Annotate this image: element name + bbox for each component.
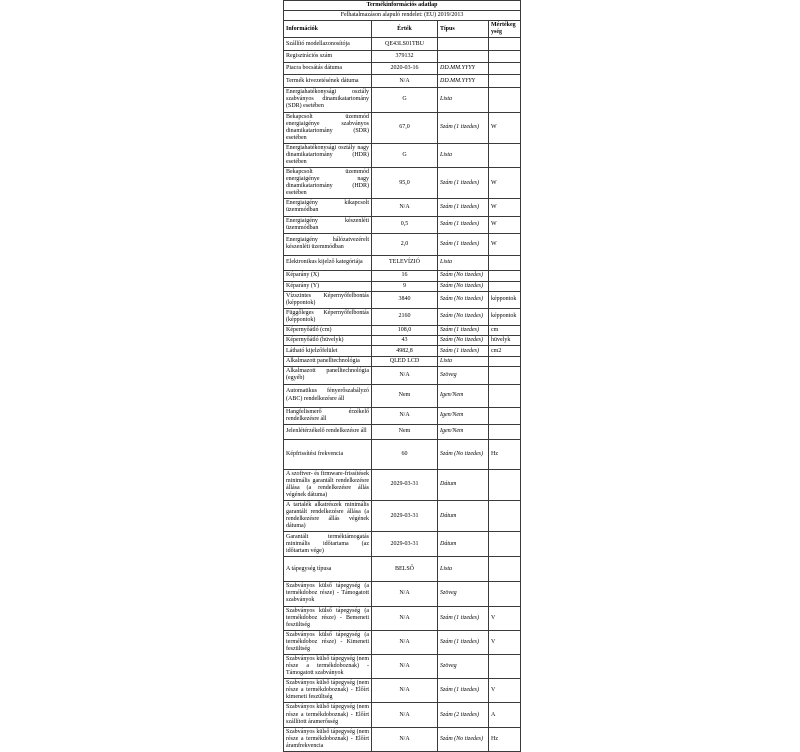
info-label-cell: Látható kijelzőfelület [284,346,372,357]
info-label-cell: Képernyőátló (cm) [284,326,372,336]
value-cell: 9 [372,281,438,291]
value-cell: N/A [372,630,438,654]
value-cell: N/A [372,75,438,88]
info-label-cell: Szabványos külső tápegység (nem része a termékdoboznak) - Előírt kimeneti feszültség [284,679,372,703]
info-label-cell: Szállító modellazonosítója [284,38,372,51]
table-row [284,216,521,233]
unit-cell: W [489,216,521,233]
type-cell: Szöveg [438,367,489,384]
unit-cell: V [489,679,521,703]
unit-cell [489,143,521,167]
value-cell: 2,0 [372,233,438,255]
unit-cell [489,255,521,270]
value-cell: 95,0 [372,168,438,199]
value-cell: 4982,8 [372,346,438,357]
table-row [284,51,521,63]
type-cell: Szám (No tizedes) [438,270,489,281]
type-cell: Szám (No tizedes) [438,308,489,325]
value-cell: QE43LS01TBU [372,38,438,51]
unit-cell: W [489,233,521,255]
value-cell: N/A [372,654,438,678]
regulation-subtitle: Felhatalmazáson alapuló rendelet: (EU) 2019/2013 [284,11,521,21]
table-row [284,500,521,531]
unit-cell: képpontok [489,308,521,325]
table-row [284,112,521,143]
unit-cell [489,384,521,407]
table-row [284,582,521,606]
table-row [284,326,521,336]
type-cell: Lista [438,143,489,167]
info-label-cell: Garantált terméktámogatás minimális időtartama (az időtartam vége) [284,532,372,557]
type-cell: Szám (1 tizedes) [438,679,489,703]
table-row [284,75,521,88]
info-label-cell: Függőleges Képernyőfelbontás (képpontok) [284,308,372,325]
type-cell: Igen/Nem [438,384,489,407]
info-label-cell: Jelenlétérzékelő rendelkezésre áll [284,424,372,439]
type-cell: DD.MM.YYYY [438,75,489,88]
info-label-cell: Szabványos külső tápegység (nem része a termékdoboznak) - Előírt szállított áramerősség [284,703,372,727]
table-row [284,367,521,384]
table-row [284,606,521,630]
type-cell: Lista [438,557,489,582]
value-cell: 3840 [372,291,438,308]
type-cell: Szám (No tizedes) [438,281,489,291]
unit-cell [489,51,521,63]
type-cell: Igen/Nem [438,424,489,439]
info-label-cell: Alkalmazott panelltechnológia [284,357,372,367]
info-label-cell: Termék kivezetésének dátuma [284,75,372,88]
info-label-cell: Hangfelismerő érzékelő rendelkezésre áll [284,407,372,424]
unit-cell [489,367,521,384]
unit-cell: Hz [489,439,521,469]
info-label-cell: Energiahatékonysági osztály nagy dinamikatartomány (HDR) esetében [284,143,372,167]
table-row [284,424,521,439]
unit-cell: cm2 [489,346,521,357]
unit-cell: W [489,112,521,143]
column-header-row [284,21,521,38]
unit-cell [489,557,521,582]
table-row [284,532,521,557]
info-label-cell: Képfrissítési frekvencia [284,439,372,469]
unit-cell [489,407,521,424]
info-label-cell: Szabványos külső tápegység (nem része a termékdoboznak) - Támogatott szabványok [284,654,372,678]
info-label-cell: Automatikus fényerőszabályzó (ABC) rendelkezésre áll [284,384,372,407]
unit-cell [489,88,521,112]
value-cell: G [372,143,438,167]
unit-cell: V [489,606,521,630]
info-label-cell: Elektronikus kijelző kategóriája [284,255,372,270]
table-row [284,308,521,325]
table-row [284,233,521,255]
value-cell: 2160 [372,308,438,325]
info-label-cell: Bekapcsolt üzemmód energiaigénye szabványos dinamikatartomány (SDR) esetében [284,112,372,143]
table-row [284,38,521,51]
type-cell: Szám (1 tizedes) [438,233,489,255]
unit-cell: V [489,630,521,654]
value-cell: N/A [372,199,438,216]
unit-cell: cm [489,326,521,336]
info-label-cell: Bekapcsolt üzemmód energiaigénye nagy dinamikatartomány (HDR) esetében [284,168,372,199]
type-cell: Szám (1 tizedes) [438,216,489,233]
type-cell [438,51,489,63]
info-label-cell: Regisztrációs szám [284,51,372,63]
info-label-cell: A szoftver- és firmware-frissítések minimális garantált rendelkezésre állása (a rendelkezésre állás végének dátuma) [284,469,372,500]
info-label-cell: Képarány (X) [284,270,372,281]
table-body [284,38,521,752]
type-cell: Dátum [438,532,489,557]
value-cell: 2029-03-31 [372,532,438,557]
table-row [284,255,521,270]
value-cell: Nem [372,384,438,407]
table-row [284,63,521,75]
value-cell: Nem [372,424,438,439]
type-cell: Szám (1 tizedes) [438,630,489,654]
unit-cell: képpontok [489,291,521,308]
info-label-cell: Energiaigény készenléti üzemmódban [284,216,372,233]
type-cell: DD.MM.YYYY [438,63,489,75]
table-row [284,727,521,751]
type-cell: Szám (1 tizedes) [438,199,489,216]
info-label-cell: Képarány (Y) [284,281,372,291]
unit-cell [489,532,521,557]
table-row [284,357,521,367]
column-header-mertekegyseg: Mértékegység [489,21,521,38]
info-label-cell: Szabványos külső tápegység (a termékdoboz része) - Támogatott szabványok [284,582,372,606]
unit-cell [489,75,521,88]
unit-cell: Hz [489,727,521,751]
table-row [284,384,521,407]
type-cell: Lista [438,255,489,270]
type-cell: Dátum [438,500,489,531]
type-cell: Igen/Nem [438,407,489,424]
value-cell: N/A [372,727,438,751]
value-cell: 16 [372,270,438,281]
table-row [284,346,521,357]
value-cell: 67,0 [372,112,438,143]
unit-cell: A [489,703,521,727]
value-cell: 43 [372,336,438,346]
unit-cell [489,582,521,606]
info-label-cell: Energiaigény kikapcsolt üzemmódban [284,199,372,216]
value-cell: N/A [372,582,438,606]
table-row [284,703,521,727]
type-cell: Szám (No tizedes) [438,336,489,346]
value-cell: 60 [372,439,438,469]
table-row [284,291,521,308]
product-info-table [283,0,521,752]
table-row [284,88,521,112]
info-label-cell: Képernyőátló (hüvelyk) [284,336,372,346]
info-label-cell: Energiahatékonysági osztály szabványos dinamikatartomány (SDR) esetében [284,88,372,112]
table-row [284,199,521,216]
table-row [284,281,521,291]
unit-cell [489,469,521,500]
table-row [284,336,521,346]
value-cell: N/A [372,606,438,630]
page-title: Termékinformációs adatlap [284,1,521,11]
unit-cell [489,424,521,439]
value-cell: 379132 [372,51,438,63]
value-cell: QLED LCD [372,357,438,367]
value-cell: BELSŐ [372,557,438,582]
type-cell: Szám (1 tizedes) [438,606,489,630]
info-label-cell: Energiaigény hálózatvezérelt készenléti üzemmódban [284,233,372,255]
type-cell: Szám (No tizedes) [438,439,489,469]
type-cell: Szöveg [438,582,489,606]
unit-cell: hüvelyk [489,336,521,346]
info-label-cell: A tartalék alkatrészek minimális garantált rendelkezésre állása (a rendelkezésre állás végének dátuma) [284,500,372,531]
table-row [284,439,521,469]
type-cell: Szám (2 tizedes) [438,703,489,727]
info-label-cell: Piacra bocsátás dátuma [284,63,372,75]
column-header-tipus: Típus [438,21,489,38]
unit-cell: W [489,199,521,216]
type-cell: Szám (1 tizedes) [438,326,489,336]
table-row [284,654,521,678]
type-cell: Szám (1 tizedes) [438,112,489,143]
unit-cell [489,270,521,281]
value-cell: 0,5 [372,216,438,233]
type-cell: Szám (1 tizedes) [438,168,489,199]
info-label-cell: Szabványos külső tápegység (a termékdoboz része) - Bemeneti feszültség [284,606,372,630]
table-row [284,407,521,424]
table-row [284,630,521,654]
unit-cell [489,38,521,51]
info-label-cell: A tápegység típusa [284,557,372,582]
column-header-ertek: Érték [372,21,438,38]
table-row [284,557,521,582]
unit-cell [489,500,521,531]
unit-cell [489,281,521,291]
table-row [284,679,521,703]
column-header-informaciok: Információk [284,21,372,38]
type-cell: Lista [438,88,489,112]
value-cell: N/A [372,367,438,384]
value-cell: 2029-03-31 [372,500,438,531]
type-cell: Dátum [438,469,489,500]
value-cell: N/A [372,703,438,727]
info-label-cell: Szabványos külső tápegység (nem része a termékdoboznak) - Előírt áramfrekvencia [284,727,372,751]
value-cell: N/A [372,679,438,703]
value-cell: 2020-03-16 [372,63,438,75]
title-row [284,1,521,11]
value-cell: N/A [372,407,438,424]
value-cell: 2029-03-31 [372,469,438,500]
info-label-cell: Szabványos külső tápegység (a termékdoboz része) - Kimeneti feszültség [284,630,372,654]
info-label-cell: Vízszintes Képernyőfelbontás (képpontok) [284,291,372,308]
type-cell: Szám (1 tizedes) [438,346,489,357]
unit-cell: W [489,168,521,199]
type-cell: Lista [438,357,489,367]
info-label-cell: Alkalmazott panelltechnológia (egyéb) [284,367,372,384]
table-row [284,168,521,199]
table-row [284,143,521,167]
product-fiche [283,0,520,752]
value-cell: 108,0 [372,326,438,336]
type-cell: Szám (No tizedes) [438,727,489,751]
type-cell [438,38,489,51]
subtitle-row [284,11,521,21]
table-row [284,270,521,281]
table-row [284,469,521,500]
type-cell: Szöveg [438,654,489,678]
value-cell: TELEVÍZIÓ [372,255,438,270]
unit-cell [489,654,521,678]
unit-cell [489,63,521,75]
value-cell: G [372,88,438,112]
type-cell: Szám (No tizedes) [438,291,489,308]
unit-cell [489,357,521,367]
